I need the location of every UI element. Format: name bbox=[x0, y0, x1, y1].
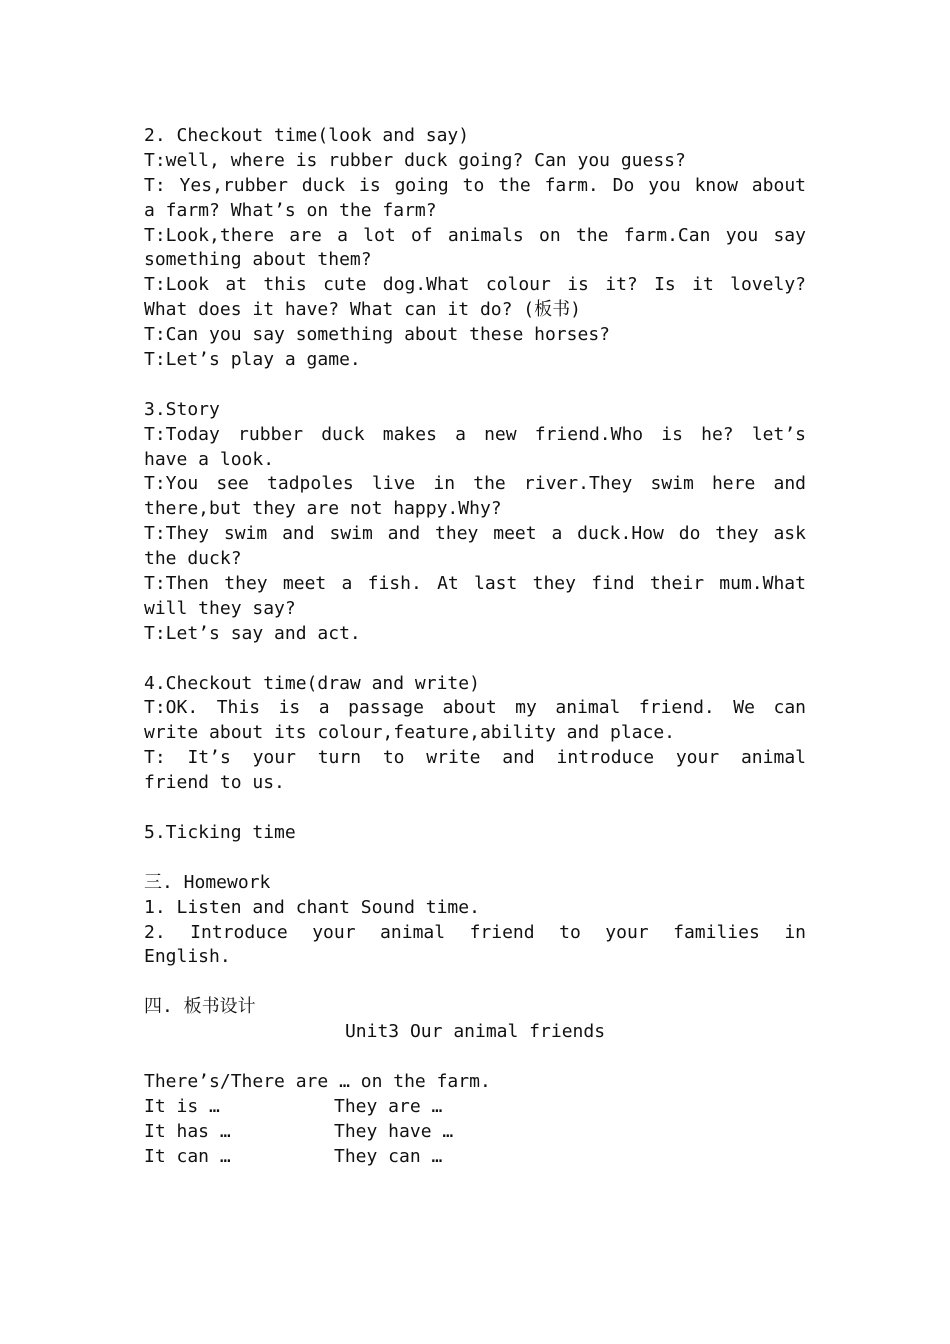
homework-item: 2. Introduce your animal friend to your families in bbox=[144, 921, 806, 943]
board-row bbox=[144, 1120, 806, 1145]
paragraph-line: T: Yes,rubber duck is going to the farm. Do you know about bbox=[144, 174, 806, 196]
spacer bbox=[144, 796, 806, 821]
section-5-heading: 5.Ticking time bbox=[144, 821, 296, 843]
paragraph-line: T:Then they meet a fish. At last they find their mum.What bbox=[144, 573, 806, 595]
paragraph-line: T:well, where is rubber duck going? Can you guess? bbox=[144, 149, 686, 171]
paragraph-line: T:Look,there are a lot of animals on the farm.Can you say bbox=[144, 224, 806, 246]
paragraph-line: write about its colour,feature,ability and place. bbox=[144, 722, 676, 744]
paragraph-line: friend to us. bbox=[144, 772, 285, 794]
paragraph-line: something about them? bbox=[144, 249, 372, 271]
paragraph-line: a farm? What’s on the farm? bbox=[144, 199, 437, 221]
paragraph-line: T:Look at this cute dog.What colour is it? Is it lovely? bbox=[144, 274, 806, 296]
paragraph-line: T:They swim and swim and they meet a duck.How do they ask bbox=[144, 523, 806, 545]
paragraph-line: will they say? bbox=[144, 597, 296, 619]
board-row bbox=[144, 1145, 806, 1170]
paragraph-line: T:Today rubber duck makes a new friend.Who is he? let’s bbox=[144, 423, 806, 445]
section-4-heading: 4.Checkout time(draw and write) bbox=[144, 672, 480, 694]
board-title: Unit3 Our animal friends bbox=[344, 1021, 606, 1043]
board-design-heading: 四. 板书设计 bbox=[144, 996, 256, 1018]
homework-heading: 三. Homework bbox=[144, 871, 271, 893]
spacer bbox=[144, 647, 806, 672]
paragraph-line: T:Let’s say and act. bbox=[144, 622, 361, 644]
paragraph-line: T:Can you say something about these horses? bbox=[144, 324, 610, 346]
homework-item: 1. Listen and chant Sound time. bbox=[144, 896, 480, 918]
spacer bbox=[144, 846, 806, 871]
board-row-right: They have … bbox=[334, 1120, 454, 1142]
spacer bbox=[144, 373, 806, 398]
paragraph-line: T:OK. This is a passage about my animal friend. We can bbox=[144, 697, 806, 719]
board-line: There’s/There are … on the farm. bbox=[144, 1070, 491, 1092]
board-row-right: They can … bbox=[334, 1145, 443, 1167]
document-page bbox=[144, 124, 806, 1169]
board-row-left: It has … bbox=[144, 1120, 231, 1142]
board-row-left: It can … bbox=[144, 1145, 231, 1167]
section-3-heading: 3.Story bbox=[144, 398, 220, 420]
board-row bbox=[144, 1095, 806, 1120]
section-2-heading: 2. Checkout time(look and say) bbox=[144, 125, 470, 146]
paragraph-line: have a look. bbox=[144, 448, 275, 470]
paragraph-line: T: It’s your turn to write and introduce your animal bbox=[144, 747, 806, 769]
paragraph-line: T:You see tadpoles live in the river.They swim here and bbox=[144, 473, 806, 495]
paragraph-line: the duck? bbox=[144, 548, 242, 570]
paragraph-line: T:Let’s play a game. bbox=[144, 349, 361, 371]
board-row-left: It is … bbox=[144, 1095, 220, 1117]
paragraph-line: What does it have? What can it do? (板书) bbox=[144, 299, 581, 321]
homework-item: English. bbox=[144, 946, 231, 968]
board-row-right: They are … bbox=[334, 1095, 443, 1117]
paragraph-line: there,but they are not happy.Why? bbox=[144, 498, 502, 520]
spacer bbox=[144, 1045, 806, 1070]
spacer bbox=[144, 970, 806, 995]
